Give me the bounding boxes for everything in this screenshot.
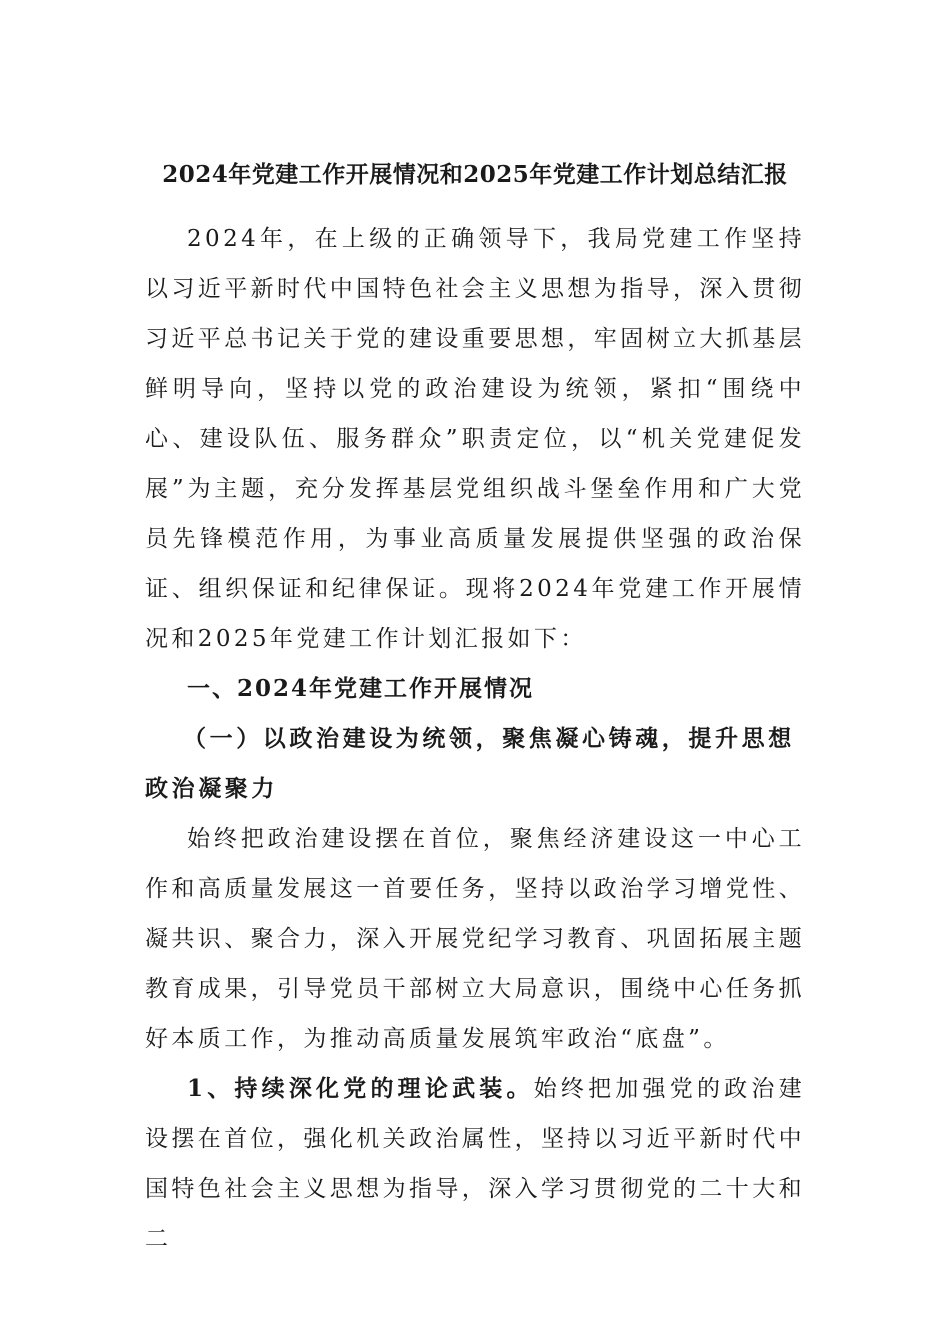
item-lead-text: 1、持续深化党的理论武装。 (187, 1075, 534, 1102)
section-heading (145, 664, 805, 714)
item-body-text: 始终把加强党的政治建设摆在首位，强化机关政治属性，坚持以习近平新时代中国特色社会主义思想为指导，深入学习贯彻党的二十大和二 (145, 1076, 805, 1252)
subsection-paragraph: 始终把政治建设摆在首位，聚焦经济建设这一中心工作和高质量发展这一首要任务，坚持以政治学习增党性、凝共识、聚合力，深入开展党纪学习教育、巩固拓展主题教育成果，引导党员干部树立大局意识，围绕中心任务抓好本质工作，为推动高质量发展筑牢政治“底盘”。 (145, 826, 805, 1052)
subsection-heading: （一）以政治建设为统领，聚焦凝心铸魂，提升思想政治凝聚力 (145, 725, 795, 802)
document-body (145, 214, 805, 1264)
item-paragraph (145, 1064, 805, 1264)
section-heading-text: 一、2024年党建工作开展情况 (187, 675, 535, 702)
intro-paragraph: 2024年，在上级的正确领导下，我局党建工作坚持以习近平新时代中国特色社会主义思想为指导，深入贯彻习近平总书记关于党的建设重要思想，牢固树立大抓基层鲜明导向，坚持以党的政治建设为统领，紧扣“围绕中心、建设队伍、服务群众”职责定位，以“机关党建促发展”为主题，充分发挥基层党组织战斗堡垒作用和广大党员先锋模范作用，为事业高质量发展提供坚强的政治保证、组织保证和纪律保证。现将2024年党建工作开展情况和2025年党建工作计划汇报如下： (145, 226, 805, 652)
document-title: 2024年党建工作开展情况和2025年党建工作计划总结汇报 (162, 161, 788, 188)
